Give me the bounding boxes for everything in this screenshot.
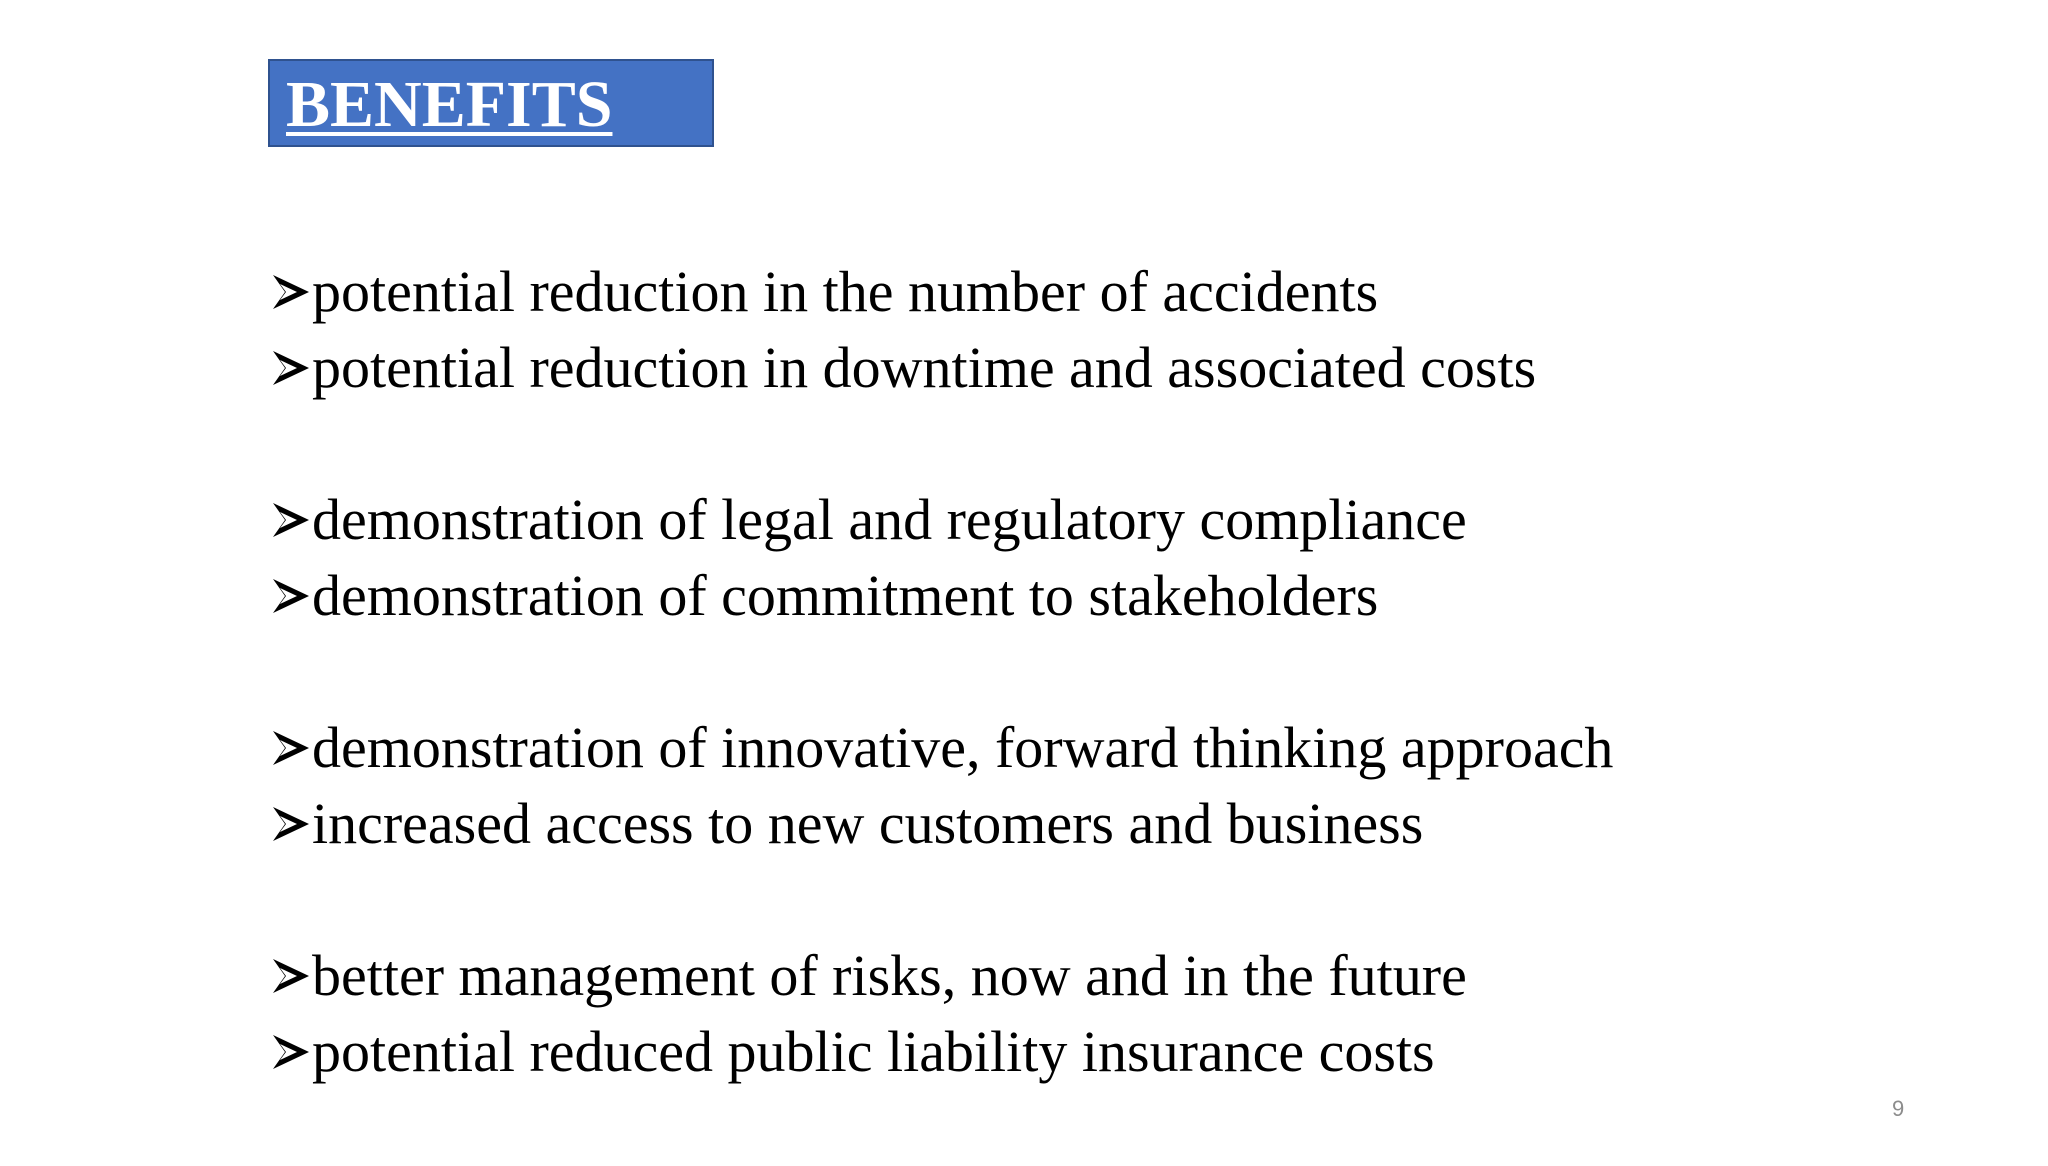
bullet-group-3 xyxy=(270,710,1970,862)
bullet-text: demonstration of innovative, forward thinking approach xyxy=(312,715,1614,780)
bullet-item xyxy=(270,710,1970,786)
bullet-item xyxy=(270,1014,1970,1090)
bullet-text: demonstration of legal and regulatory compliance xyxy=(312,487,1467,552)
page-number: 9 xyxy=(1892,1096,1905,1121)
bullet-text: potential reduced public liability insurance costs xyxy=(312,1019,1435,1084)
bullet-item xyxy=(270,786,1970,862)
bullet-text: potential reduction in the number of accidents xyxy=(312,259,1379,324)
bullet-item xyxy=(270,482,1970,558)
arrow-bullet-icon xyxy=(270,728,312,768)
arrow-bullet-icon xyxy=(270,1032,312,1072)
bullet-group-1 xyxy=(270,254,1970,406)
arrow-bullet-icon xyxy=(270,956,312,996)
arrow-bullet-icon xyxy=(270,272,312,312)
bullet-item xyxy=(270,938,1970,1014)
bullet-item xyxy=(270,558,1970,634)
title-banner xyxy=(268,59,714,147)
bullet-text: demonstration of commitment to stakeholders xyxy=(312,563,1379,628)
arrow-bullet-icon xyxy=(270,500,312,540)
bullet-text: increased access to new customers and business xyxy=(312,791,1424,856)
bullet-group-2 xyxy=(270,482,1970,634)
bullet-text: better management of risks, now and in the future xyxy=(312,943,1467,1008)
bullet-item xyxy=(270,254,1970,330)
bullet-list xyxy=(270,254,1970,1166)
arrow-bullet-icon xyxy=(270,804,312,844)
bullet-item xyxy=(270,330,1970,406)
arrow-bullet-icon xyxy=(270,348,312,388)
bullet-group-4 xyxy=(270,938,1970,1090)
arrow-bullet-icon xyxy=(270,576,312,616)
slide-title: BENEFITS xyxy=(286,68,613,141)
bullet-text: potential reduction in downtime and associated costs xyxy=(312,335,1537,400)
